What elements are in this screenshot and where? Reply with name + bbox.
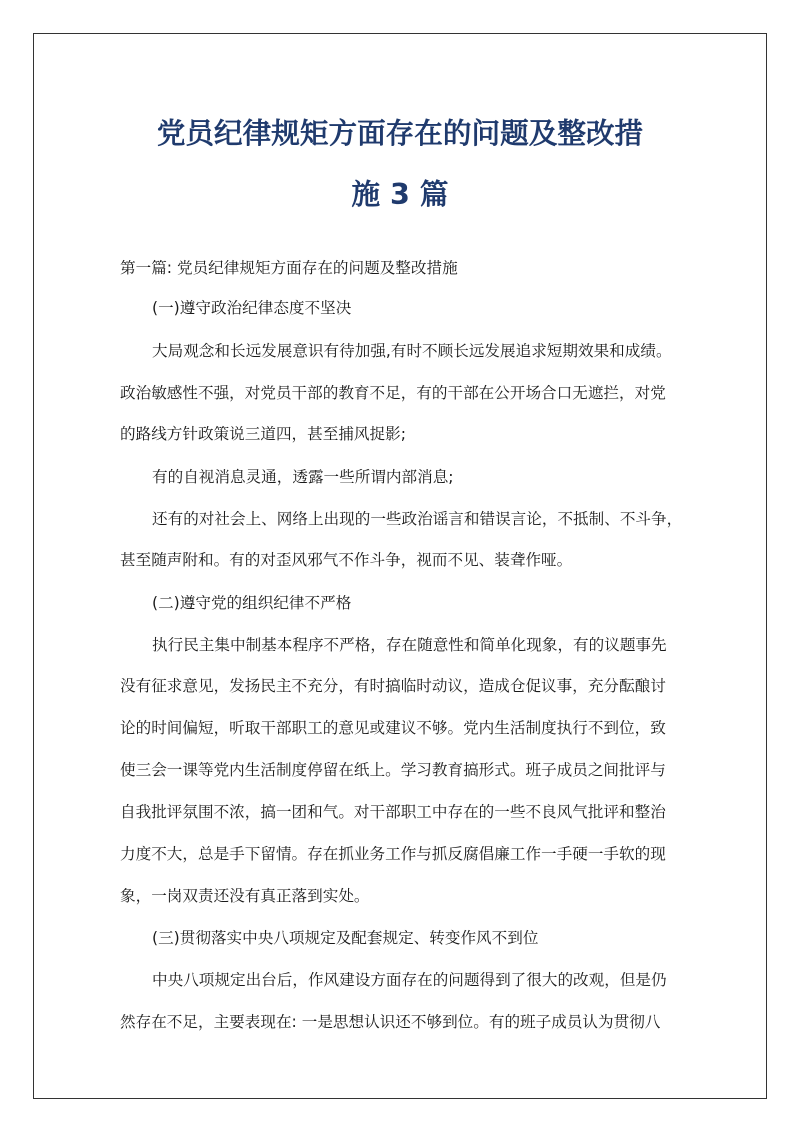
paragraph-line: 象，一岗双责还没有真正落到实处。 xyxy=(120,887,370,905)
subsection-heading-3: (三)贯彻落实中央八项规定及配套规定、转变作风不到位 xyxy=(152,929,539,947)
paragraph-line: 执行民主集中制基本程序不严格，存在随意性和简单化现象，有的议题事先 xyxy=(152,636,667,654)
document-title-line-1: 党员纪律规矩方面存在的问题及整改措 xyxy=(156,116,644,150)
paragraph-line: 中央八项规定出台后，作风建设方面存在的问题得到了很大的改观，但是仍 xyxy=(152,971,667,989)
section-heading-chapter-1: 第一篇: 党员纪律规矩方面存在的问题及整改措施 xyxy=(120,259,458,277)
subsection-heading-1: (一)遵守政治纪律态度不坚决 xyxy=(152,299,352,317)
paragraph-line: 然存在不足，主要表现在: 一是思想认识还不够到位。有的班子成员认为贯彻八 xyxy=(120,1013,661,1031)
paragraph-line: 使三会一课等党内生活制度停留在纸上。学习教育搞形式。班子成员之间批评与 xyxy=(120,761,666,779)
paragraph-line: 大局观念和长远发展意识有待加强,有时不顾长远发展追求短期效果和成绩。 xyxy=(152,342,672,360)
paragraph-line: 还有的对社会上、网络上出现的一些政治谣言和错误言论，不抵制、不斗争， xyxy=(152,510,683,528)
paragraph-line: 没有征求意见，发扬民主不充分，有时搞临时动议，造成仓促议事，充分酝酿讨 xyxy=(120,677,666,695)
paragraph-line: 论的时间偏短，听取干部职工的意见或建议不够。党内生活制度执行不到位，致 xyxy=(120,719,666,737)
paragraph-line: 甚至随声附和。有的对歪风邪气不作斗争，视而不见、装聋作哑。 xyxy=(120,551,573,569)
subsection-heading-2: (二)遵守党的组织纪律不严格 xyxy=(152,594,352,612)
paragraph-line: 政治敏感性不强，对党员干部的教育不足，有的干部在公开场合口无遮拦，对党 xyxy=(120,384,666,402)
paragraph-line: 的路线方针政策说三道四，甚至捕风捉影; xyxy=(120,425,406,443)
paragraph-line: 有的自视消息灵通，透露一些所谓内部消息; xyxy=(152,468,454,486)
document-title-line-2: 施 3 篇 xyxy=(351,177,449,211)
paragraph-line: 力度不大，总是手下留情。存在抓业务工作与抓反腐倡廉工作一手硬一手软的现 xyxy=(120,845,666,863)
paragraph-line: 自我批评氛围不浓，搞一团和气。对干部职工中存在的一些不良风气批评和整治 xyxy=(120,803,666,821)
